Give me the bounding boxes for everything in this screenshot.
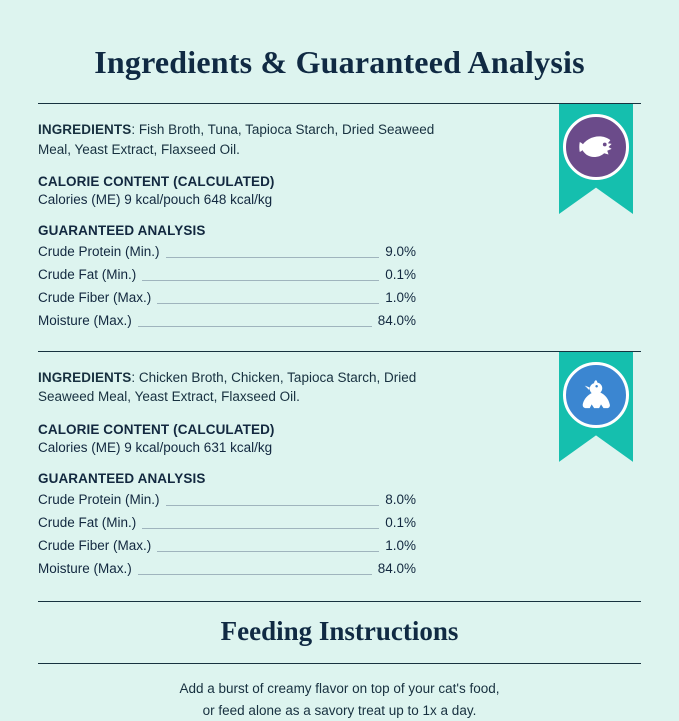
analysis-table-fish — [38, 241, 416, 333]
table-row — [38, 241, 416, 264]
analysis-value: 0.1% — [385, 267, 416, 283]
feeding-line-1: Add a burst of creamy flavor on top of your cat's food, — [179, 681, 500, 697]
analysis-value: 1.0% — [385, 537, 416, 553]
analysis-value: 84.0% — [377, 312, 416, 328]
section-chicken — [38, 351, 641, 581]
analysis-label: Crude Fiber (Max.) — [38, 289, 152, 305]
table-row — [38, 535, 416, 558]
badge-chicken — [559, 352, 633, 462]
ingredients-text: : Chicken Broth, Chicken, Tapioca Starch, Dried Seaweed Meal, Yeast Extract, Flaxseed Oil. — [38, 369, 417, 405]
calorie-heading-fish: CALORIE CONTENT (CALCULATED) — [38, 174, 275, 190]
divider — [38, 663, 641, 665]
badge-circle-fish — [563, 114, 629, 180]
page-title: Ingredients & Guaranteed Analysis — [94, 44, 585, 80]
section-fish — [38, 103, 641, 333]
table-row — [38, 489, 416, 512]
analysis-label: Crude Fiber (Max.) — [38, 537, 152, 553]
analysis-table-chicken — [38, 489, 416, 581]
feeding-line-2: or feed alone as a savory treat up to 1x a day. — [202, 702, 477, 718]
feeding-instructions-text — [38, 678, 641, 721]
ingredients-label: INGREDIENTS — [38, 122, 132, 137]
feeding-title: Feeding Instructions — [220, 615, 459, 646]
leader-line — [166, 504, 380, 506]
ingredients-label: INGREDIENTS — [38, 369, 132, 385]
table-row — [38, 264, 416, 287]
analysis-label: Crude Protein (Min.) — [38, 244, 160, 260]
leader-line — [157, 302, 379, 304]
ingredients-text: : Fish Broth, Tuna, Tapioca Starch, Dried Seaweed Meal, Yeast Extract, Flaxseed Oil. — [38, 122, 435, 157]
table-row — [38, 310, 416, 333]
feeding-section — [38, 601, 641, 721]
calorie-heading-chicken: CALORIE CONTENT (CALCULATED) — [38, 421, 275, 437]
analysis-label: Crude Fat (Min.) — [38, 514, 137, 530]
analysis-label: Moisture (Max.) — [38, 312, 132, 328]
badge-fish — [559, 104, 633, 214]
analysis-value: 9.0% — [385, 244, 416, 260]
analysis-value: 0.1% — [385, 514, 416, 530]
fish-icon — [576, 127, 616, 167]
ingredients-paragraph-chicken — [38, 368, 470, 407]
analysis-label: Crude Fat (Min.) — [38, 267, 137, 283]
leader-line — [142, 279, 379, 281]
table-row — [38, 287, 416, 310]
badge-circle-chicken — [563, 362, 629, 428]
calorie-text-fish: Calories (ME) 9 kcal/pouch 648 kcal/kg — [38, 192, 273, 208]
leader-line — [157, 550, 379, 552]
table-row — [38, 558, 416, 581]
analysis-heading-fish: GUARANTEED ANALYSIS — [38, 223, 206, 239]
analysis-heading-chicken: GUARANTEED ANALYSIS — [38, 470, 206, 486]
chicken-icon — [576, 375, 616, 415]
analysis-value: 8.0% — [385, 491, 416, 507]
analysis-value: 1.0% — [385, 289, 416, 305]
analysis-label: Moisture (Max.) — [38, 560, 132, 576]
table-row — [38, 512, 416, 535]
ingredients-paragraph-fish — [38, 120, 470, 159]
leader-line — [142, 527, 379, 529]
analysis-label: Crude Protein (Min.) — [38, 491, 160, 507]
leader-line — [138, 573, 372, 575]
leader-line — [166, 256, 380, 258]
leader-line — [138, 325, 372, 327]
calorie-text-chicken: Calories (ME) 9 kcal/pouch 631 kcal/kg — [38, 439, 273, 455]
analysis-value: 84.0% — [377, 560, 416, 576]
